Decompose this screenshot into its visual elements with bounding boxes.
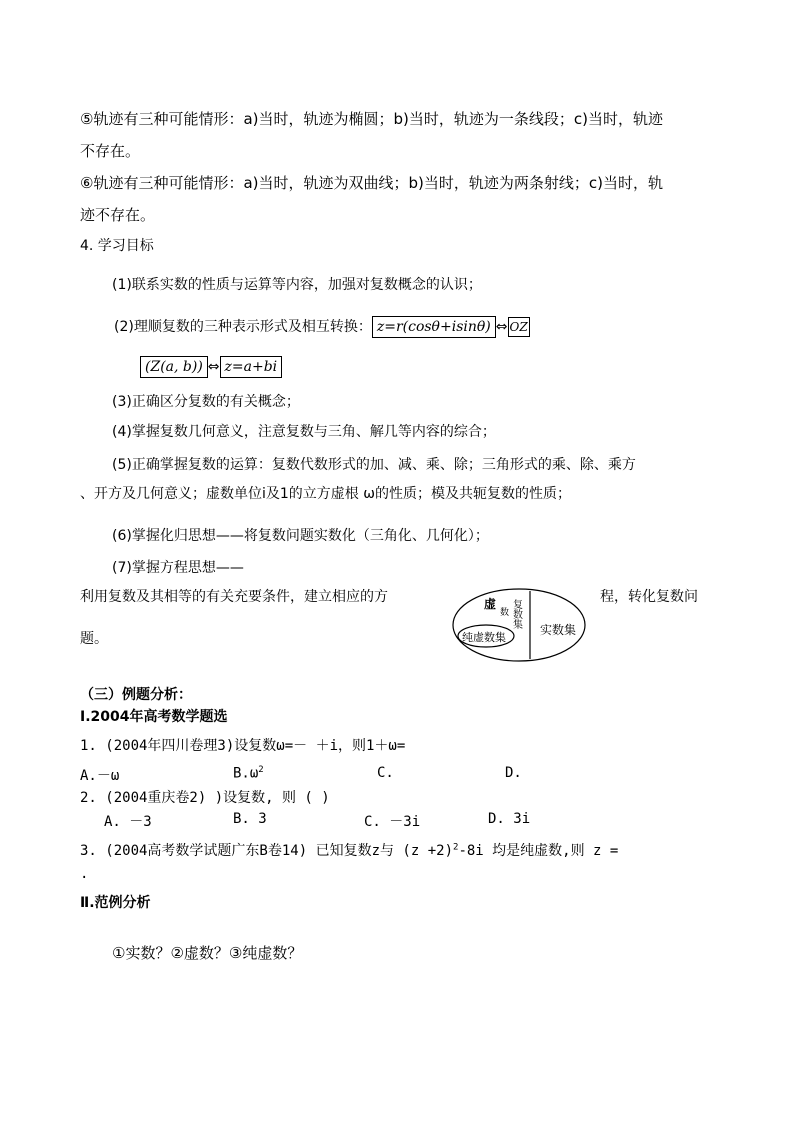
item-6-line-2: 迹不存在。 (80, 206, 156, 224)
examples-section-title: （三）例题分析： (80, 687, 192, 703)
label-complex-set: 复数集 (510, 599, 522, 629)
goal-2 (114, 316, 530, 338)
goal-5-line-2: 、开方及几何意义；虚数单位i及1的立方虚根 ω的性质；模及共轭复数的性质； (80, 486, 571, 502)
number-set-diagram (448, 585, 590, 665)
item-5-line-2: 不存在。 (80, 142, 141, 160)
question-2: 2. (2004重庆卷2) )设复数, 则 ( ) (80, 790, 330, 806)
goal-5-line-1: (5)正确掌握复数的运算：复数代数形式的加、减、乘、除；三角形式的乘、除、乘方 (112, 457, 636, 473)
point-form-box: (Z(a, b)) (140, 356, 208, 378)
label-shu: 数 (500, 608, 510, 618)
label-xu: 虚 (484, 597, 497, 611)
goal-7: (7)掌握方程思想—— (112, 560, 244, 576)
goal-6: (6)掌握化归思想——将复数问题实数化（三角化、几何化）； (112, 528, 489, 544)
q1-option-a: A.－ω (80, 768, 120, 784)
q3-suffix: -8i 均是纯虚数,则 z = (458, 843, 619, 859)
item-6-line-1: ⑥轨迹有三种可能情形：a)当时，轨迹为双曲线；b)当时，轨迹为两条射线；c)当时，轨 (80, 174, 663, 192)
goal-1: (1)联系实数的性质与运算等内容，加强对复数概念的认识； (112, 277, 482, 293)
goal-4: (4)掌握复数几何意义，注意复数与三角、解几等内容的综合； (112, 424, 496, 440)
part-1-title: Ⅰ.2004年高考数学题选 (80, 709, 228, 725)
label-pure-imaginary-set: 纯虚数集 (462, 631, 506, 644)
label-real-set: 实数集 (540, 623, 577, 637)
q1-option-b-text: B.ω (233, 765, 259, 782)
goal-7-line-2-right: 程，转化复数问 (600, 589, 698, 605)
q2-option-b: B. 3 (233, 811, 267, 827)
example-line: ①实数？②虚数？③纯虚数？ (112, 944, 303, 962)
q1-option-b-sup: 2 (258, 765, 264, 775)
goals-heading: 4. 学习目标 (80, 238, 154, 254)
q2-option-c: C. －3i (364, 814, 421, 830)
question-1: 1. (2004年四川卷理3)设复数ω=－ ＋i，则1＋ω= (80, 738, 406, 754)
algebraic-form-box: z=a+bi (220, 356, 283, 378)
question-3 (80, 840, 618, 860)
item-5-line-1: ⑤轨迹有三种可能情形：a)当时，轨迹为椭圆；b)当时，轨迹为一条线段；c)当时，轨迹 (80, 110, 663, 128)
goal-7-line-3: 题。 (80, 631, 108, 647)
goal-2-prefix: (2)理顺复数的三种表示形式及相互转换： (114, 319, 372, 335)
equivalence-arrow-2: ⇔ (207, 359, 220, 375)
part-2-title: Ⅱ.范例分析 (80, 895, 151, 911)
q3-sup: 2 (453, 842, 459, 853)
q1-option-b (233, 765, 264, 782)
q2-option-a: A. －3 (104, 814, 152, 830)
q2-option-d: D. 3i (488, 811, 531, 827)
equivalence-arrow: ⇔ (495, 319, 508, 335)
polar-form-box: z=r(cosθ+isinθ) (372, 316, 496, 338)
goal-3: (3)正确区分复数的有关概念； (112, 394, 300, 410)
goal-7-line-2-left: 利用复数及其相等的有关充要条件，建立相应的方 (80, 589, 388, 605)
q1-option-c: C. (377, 765, 394, 781)
q1-option-d: D. (505, 765, 522, 781)
goal-2-continued (140, 356, 282, 378)
q3-prefix: 3. (2004高考数学试题广东B卷14) 已知复数z与 (z +2) (80, 843, 454, 859)
q3-dot: . (80, 866, 89, 882)
vector-oz-box: OZ (508, 317, 530, 337)
